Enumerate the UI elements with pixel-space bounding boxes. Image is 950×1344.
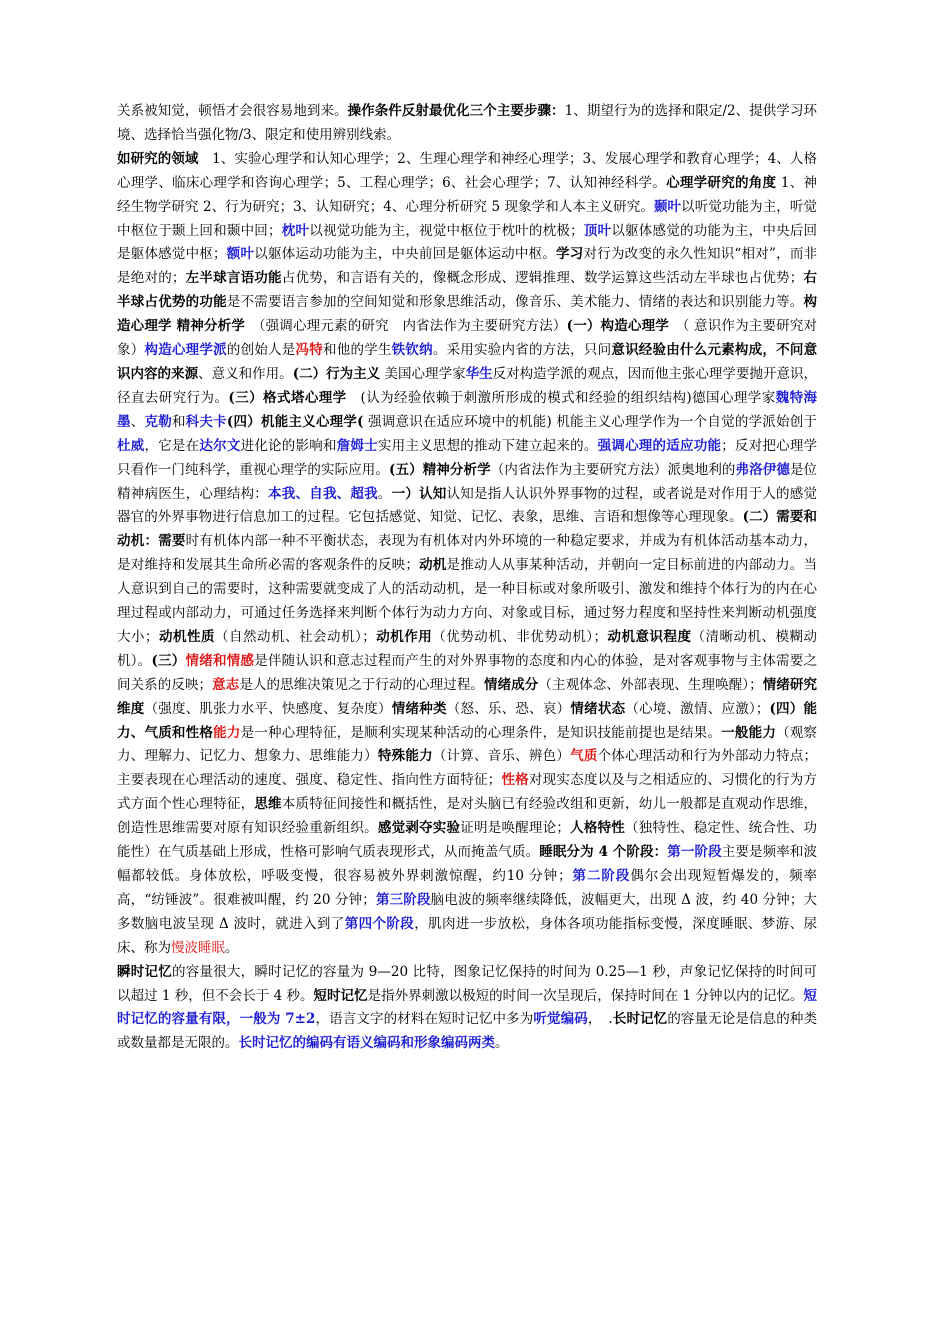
emphasis-text: 能力 [213,724,241,741]
body-text: 是推动人从事某种活动，并朝向一定目标前进的内部动力。当人意识到自己的需要时，这种需要就变成了人的活动动机，是一种目标或对象所吸引、激发和维持个体行为的内在心理过程或内部动力，可通过任务选择来判断个体行为动力方向、对象或目标，通过努力程度和坚持性来判断动机强度大小； [117,557,818,645]
body-text: 是伴随认识和意志过程而产生的对外界事物的态度和内心的体验，是对客观事物与主体需要之间关系的反映； [117,652,818,693]
emphasis-text: 心理学研究的角度 [666,174,777,191]
body-text: 是指外界刺激以极短的时间一次呈现后，保持时间在 1 分钟以内的记忆。 [367,987,804,1004]
emphasis-text: 情绪和情感 [185,652,255,669]
emphasis-text: 第一阶段 [667,844,722,861]
emphasis-text: 本我、自我、超我 [268,485,378,502]
emphasis-text: 第二阶段 [571,868,631,884]
emphasis-text: 科夫卡 [185,413,227,430]
emphasis-text: 短时记忆 [313,987,368,1004]
emphasis-text: (四）能力、气质和性格 [117,700,818,741]
emphasis-text: 达尔文 [199,437,241,454]
body-text: （主观体念、外部表现、生理唤醒）； [538,676,763,693]
document-page [117,100,817,1056]
body-text: 脑电波的频率继续降低，波幅更大，出现 Δ 波，约 40 分钟；大多数脑电波呈现 Δ 波时，就进入到了 [117,891,818,932]
body-text: 。采用实验内省的方法，只问 [432,342,612,359]
body-text: 主要是频率和波幅都较低。身体放松，呼吸变慢，很容易被外界刺激惊醒，约10 分钟； [117,844,818,884]
body-text: （观察力、理解力、记忆力、想象力、思维能力） [117,724,818,765]
body-text: （强度、肌张力水平、快感度、复杂度） [144,700,392,717]
emphasis-text: 动机意识程度 [607,628,692,645]
body-text: 的容量很大，瞬时记忆的容量为 9—20 比特，图象记忆保持的时间为 0.25—1 秒，声象记忆保持的时间可以超过 1 秒，但不会长于 4 秒。 [117,963,817,1004]
body-text: （内省法作为主要研究方法）派奥地利的 [490,461,736,478]
body-text: (认为经验依赖于刺激所形成的模式和经验的组织结构)德国心理学家 [346,389,776,406]
emphasis-text: 意志 [212,676,240,693]
body-text: （心境、激情、应激）； [625,700,770,717]
emphasis-text: (二）行为主义 [292,365,381,382]
emphasis-text: 听觉编码 [533,1011,588,1028]
emphasis-text: 颞叶 [653,198,682,215]
emphasis-text: 第三阶段 [375,891,431,908]
body-text: ，肌肉进一步放松，身体各项功能指标变慢，深度睡眠、梦游、尿床、称为 [117,915,817,956]
body-text: 和他的学生 [322,342,392,359]
emphasis-text: 特殊能力 [377,748,433,765]
body-text: （优势动机、非优势动机）； [432,628,607,645]
emphasis-text: 魏特海墨 [117,389,818,430]
body-text: 认知是指人认识外界事物的过程，或者说是对作用于人的感觉器官的外界事物进行信息加工的过程。它包括感觉、知觉、记忆、表象，思维、言语和想像等心理现象。 [117,485,818,526]
body-text: 偶尔会出现短暂爆发的，频率高，“纺锤波”。很难被叫醒，约 20 分钟； [117,868,818,908]
emphasis-text: 一般能力 [721,724,777,741]
emphasis-text: 枕叶 [281,222,310,239]
emphasis-text: 铁钦纳 [391,342,433,359]
body-text: 以视觉功能为主，视觉中枢位于枕叶的枕极； [309,222,584,239]
emphasis-text: (五）精神分析学 [389,461,491,478]
body-text: 反对构造学派的观点，因而他主张心理学要抛开意识，径直去研究行为。 [117,365,817,406]
emphasis-text: 克勒 [144,413,172,430]
emphasis-text: 思维 [254,796,282,813]
emphasis-text: 构造心理学 精神分析学 [117,294,818,335]
paragraph [117,961,817,1057]
emphasis-text: 感觉剥夺实验 [377,820,461,837]
emphasis-text: 情绪种类 [391,700,447,717]
emphasis-text: 杜威 [117,437,145,454]
emphasis-text: 冯特 [295,342,323,359]
emphasis-text: 情绪状态 [570,700,626,717]
body-text: 对行为改变的永久性知识“相对”，而非是绝对的； [117,246,818,287]
emphasis-text: 强调心理的适应功能 [597,437,722,454]
emphasis-text: 情绪研究维度 [117,676,818,717]
emphasis-text: (三）格式塔心理学 [228,389,347,406]
emphasis-text: 意识经验由什么元素构成，不问意识内容的来源 [117,342,818,382]
body-text: ，它是在 [144,437,200,454]
body-text: 本质特征间接性和概括性，是对头脑已有经验改组和更新，幼儿一般都是直观动作思维，创造性思维需要对原有知识经验重新组织。 [117,796,818,837]
body-text: 关系被知觉，顿悟才会很容易地到来。 [117,103,348,119]
body-text: 的容量无论是信息的种类或数量都是无限的。 [117,1011,818,1052]
emphasis-text: 第四个阶段 [344,915,415,932]
body-text: 强调意识在适应环境中的机能) 机能主义心理学作为一个自觉的学派始创于 [363,413,818,430]
emphasis-text: 右半球占优势的功能 [117,270,818,311]
body-text: （清晰动机、模糊动机）。 [117,628,817,669]
body-text: 实用主义思想的推动下建立起来的。 [377,437,598,454]
emphasis-text: (二）需要和动机：需要 [117,509,817,550]
body-text: ，语言文字的材料在短时记忆中多为 [315,1011,534,1028]
body-text: 证明是唤醒理论； [460,820,570,837]
body-text: 对现实态度以及与之相适应的、习惯化的行为方式方面个性心理特征， [117,772,818,813]
body-text: ；反对把心理学只看作一门纯科学，重视心理学的实际应用。 [117,437,818,478]
emphasis-text: 操作条件反射最优化三个主要步骤： [347,103,565,119]
emphasis-text: (一）构造心理学 [566,318,669,335]
body-text: 个体心理活动和行为外部动力特点；主要表现在心理活动的速度、强度、稳定性、指向性方面特征； [117,748,818,789]
emphasis-text: 动机作用 [375,628,433,645]
emphasis-text: 左半球言语功能 [185,270,282,287]
body-text: 是一种心理特征，是顺利实现某种活动的心理条件，是知识技能前提也是结果。 [240,724,722,741]
body-text: 和 [171,413,186,430]
emphasis-text: 长时记忆 [612,1011,668,1028]
body-text: 进化论的影响和 [240,437,337,454]
emphasis-text: 情绪成分 [484,676,539,693]
body-text: 以躯体感觉的功能为主，中央后回是躯体感觉中枢； [117,222,818,263]
body-text: 1、神经生物学研究 2、行为研究；3、认知研究；4、心理分析研究 5 现象学和人本主义研究。 [117,174,817,215]
emphasis-text: 华生 [465,365,493,382]
body-text: 1、期望行为的选择和限定/2、提供学习环境、选择恰当强化物/3、限定和使用辨别线索。 [117,103,818,143]
emphasis-text: 慢波睡眠 [171,939,225,956]
emphasis-text: 瞬时记忆 [117,963,172,980]
body-text: 时有机体内部一种不平衡状态，表现为有机体对内外环境的一种稳定要求，并成为有机体活动基本动力，是对维持和发展其生命所必需的客观条件的反映； [117,533,818,574]
body-text: ， . [587,1011,613,1028]
body-text: 占优势，和言语有关的，像概念形成、逻辑推理、数学运算这些活动左半球也占优势； [281,270,804,287]
emphasis-text: 一）认知 [391,485,447,502]
body-text: （计算、音乐、辨色） [432,748,571,765]
body-text: 的创始人是 [226,342,296,359]
body-text: 以躯体运动功能为主，中央前回是躯体运动中枢。 [254,246,557,263]
paragraph [117,100,817,148]
body-text: （怒、乐、恐、哀） [446,700,571,717]
body-text: 。 [495,1035,509,1052]
body-text: 是人的思维决策见之于行动的心理过程。 [239,676,485,693]
body-text: 、意义和作用。 [198,365,293,382]
emphasis-text: 睡眠分为 4 个阶段： [539,844,668,861]
emphasis-text: (四）机能主义心理学( [226,413,364,430]
body-text: （自然动机、社会动机）； [215,628,376,645]
body-text: 美国心理学家 [380,365,466,382]
body-text: 是不需要语言参加的空间知觉和形象思维活动，像音乐、美术能力、情绪的表达和识别能力等。 [226,294,804,311]
emphasis-text: 短时记忆的容量有限，一般为 7±2 [117,987,818,1028]
emphasis-text: 詹姆士 [336,437,378,454]
emphasis-text: (三） [151,652,186,669]
body-text: （ 意识作为主要研究对象） [117,318,818,359]
emphasis-text: 顶叶 [583,222,612,239]
body-text: 、 [130,413,145,430]
body-text: 1、实验心理学和认知心理学；2、生理心理学和神经心理学；3、发展心理学和教育心理学；4、人格心理学、临床心理学和咨询心理学；5、工程心理学；6、社会心理学；7、认知神经科学。 [117,150,818,191]
emphasis-text: 长时记忆的编码有语义编码和形象编码两类 [238,1035,495,1052]
body-text: （强调心理元素的研究 内省法作为主要研究方法） [245,318,567,335]
emphasis-text: 额叶 [226,246,255,263]
emphasis-text: 学习 [556,246,584,263]
emphasis-text: 人格特性 [569,820,626,837]
emphasis-text: 弗洛伊德 [735,461,790,478]
body-text: 。 [225,939,239,956]
body-text: 是位精神病医生，心理结构： [117,461,818,502]
emphasis-text: 动机 [418,557,447,574]
emphasis-text: 动机性质 [158,628,215,645]
emphasis-text: 如研究的领域 [117,150,199,167]
body-text: 。 [377,485,392,502]
emphasis-text: 构造心理学派 [144,342,227,359]
emphasis-text: 气质 [570,748,598,765]
body-text: 以听觉功能为主，听觉中枢位于颞上回和颞中回； [117,198,817,239]
emphasis-text: 性格 [501,772,529,789]
body-text: （独特性、稳定性、统合性、功能性）在气质基础上形成，性格可影响气质表现形式，从而掩盖气质。 [117,820,818,861]
paragraph [117,148,817,961]
